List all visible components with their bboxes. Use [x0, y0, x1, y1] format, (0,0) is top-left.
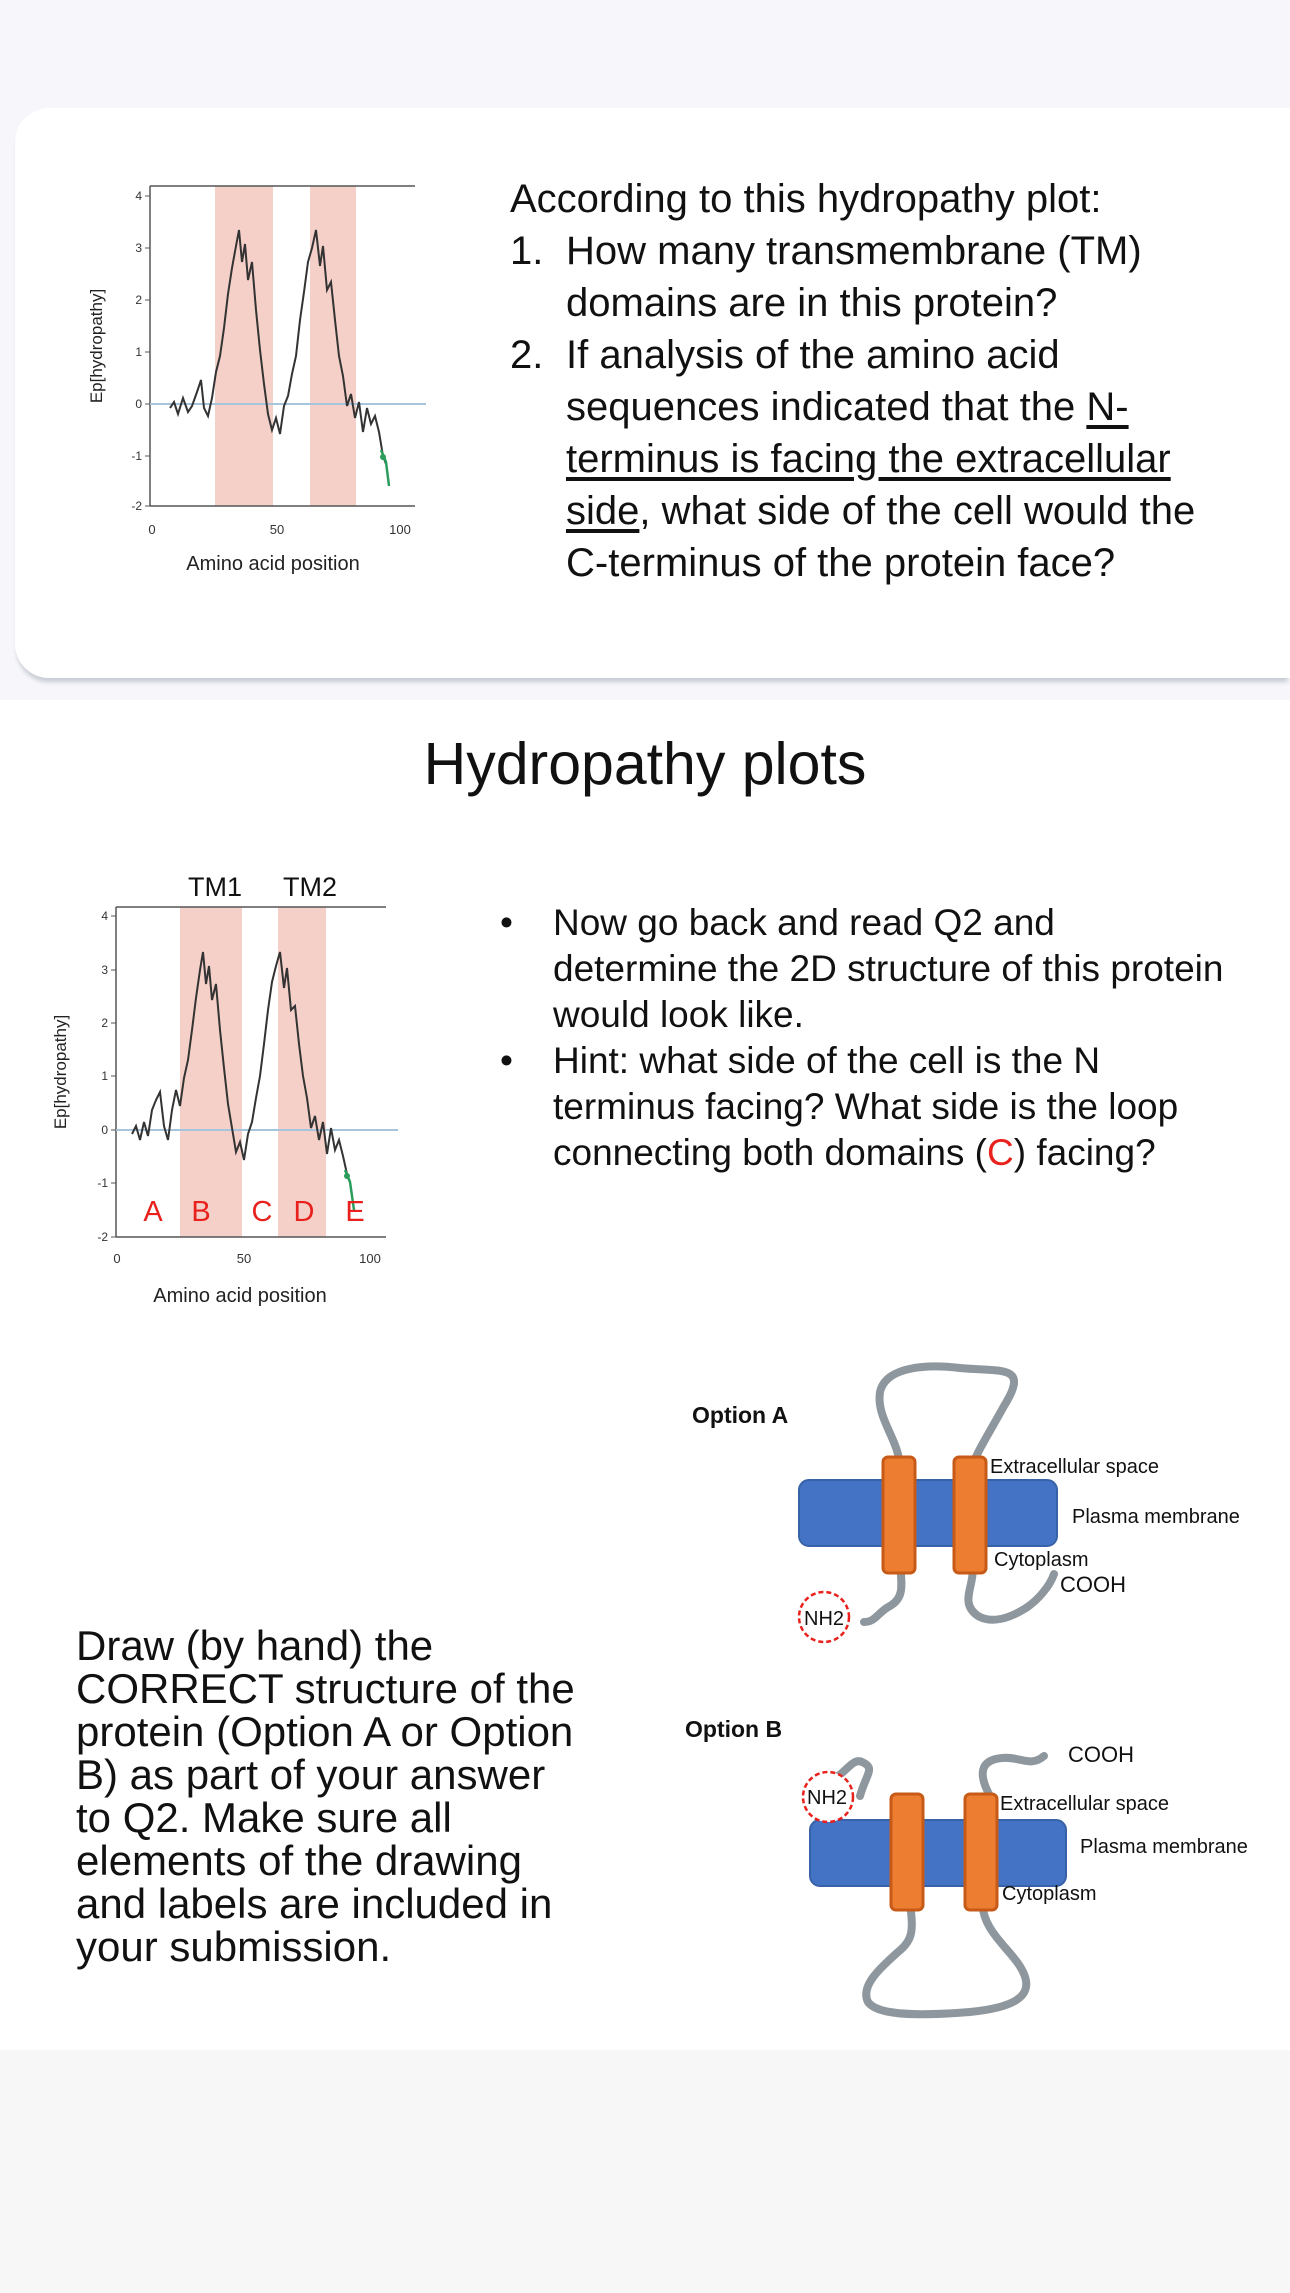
option-b-label: Option B	[685, 1716, 783, 1742]
bullet-2-line-3-text: connecting both domains (	[553, 1132, 987, 1173]
extracellular-loop	[880, 1366, 1015, 1466]
membrane-label: Plasma membrane	[1080, 1836, 1248, 1858]
draw-line-6: elements of the drawing	[76, 1837, 522, 1884]
bullet-1-line-1: Now go back and read Q2 and	[553, 902, 1055, 943]
region-label-c: C	[251, 1196, 273, 1228]
draw-line-8: your submission.	[76, 1923, 392, 1970]
question-2-line-4-text: , what side of the cell would the	[639, 489, 1196, 533]
hydropathy-plot-1	[70, 170, 440, 590]
y-tick-1: 1	[101, 1069, 108, 1083]
bullet-1-line-2: determine the 2D structure of this protein	[553, 948, 1224, 989]
y-tick-4: 4	[135, 189, 142, 203]
question-2-line-3: terminus is facing the extracellular	[566, 437, 1171, 481]
side-underlined: side	[566, 489, 640, 533]
bullet-2-line-2: terminus facing? What side is the loop	[553, 1086, 1179, 1127]
question-intro: According to this hydropathy plot:	[510, 177, 1102, 221]
y-tick-0: 0	[135, 397, 142, 411]
nh2-label: NH2	[804, 1608, 845, 1630]
tm1-shaded-region	[180, 907, 242, 1237]
cytoplasm-label: Cytoplasm	[994, 1549, 1089, 1571]
y-tick-2: 2	[101, 1016, 108, 1030]
draw-line-1: Draw (by hand) the	[76, 1622, 434, 1669]
draw-line-3: protein (Option A or Option	[76, 1708, 574, 1755]
tm1-label: TM1	[188, 872, 242, 902]
question-2-line-5: C-terminus of the protein face?	[566, 541, 1116, 585]
option-a-diagram	[680, 1360, 1280, 1650]
trace-end-marker	[344, 1173, 350, 1179]
bullet-2-line-1: Hint: what side of the cell is the N	[553, 1040, 1101, 1081]
question-1-line-2: domains are in this protein?	[566, 281, 1058, 325]
y-ticks	[97, 909, 116, 1244]
tm1-shaded-region	[215, 186, 273, 506]
draw-line-4: B) as part of your answer	[76, 1751, 546, 1798]
bottom-blank-area	[0, 2050, 1290, 2293]
draw-line-5: to Q2. Make sure all	[76, 1794, 452, 1841]
x-tick-50: 50	[269, 522, 285, 537]
x-tick-100: 100	[389, 522, 411, 537]
plasma-membrane-bar	[799, 1480, 1057, 1546]
region-label-a: A	[143, 1196, 163, 1228]
n-terminus-underlined: N-	[1086, 385, 1129, 429]
y-ticks	[131, 189, 150, 513]
y-tick-1: 1	[135, 345, 142, 359]
extracellular-label: Extracellular space	[1000, 1793, 1169, 1815]
x-axis-label: Amino acid position	[153, 1285, 327, 1307]
y-tick-neg2: -2	[97, 1230, 108, 1244]
question-1-number: 1.	[510, 229, 544, 273]
hydropathy-plot-2	[40, 860, 410, 1310]
tm2-label: TM2	[283, 872, 337, 902]
x-ticks	[113, 1251, 380, 1266]
y-tick-3: 3	[101, 963, 108, 977]
bullet-1-line-3: would look like.	[553, 994, 804, 1035]
c-terminal-tail	[983, 1756, 1044, 1796]
bullet-2-line-3-end: ) facing?	[1013, 1132, 1156, 1173]
y-tick-0: 0	[101, 1123, 108, 1137]
y-tick-neg1: -1	[97, 1176, 108, 1190]
x-tick-0: 0	[113, 1251, 121, 1266]
region-label-e: E	[345, 1196, 365, 1228]
bullet-dot-2: •	[500, 1040, 513, 1081]
draw-line-7: and labels are included in	[76, 1880, 553, 1927]
option-a-label: Option A	[692, 1402, 789, 1428]
y-axis-label: Ep[hydropathy]	[87, 288, 106, 404]
region-labels	[143, 1196, 364, 1228]
question-1-line-1: How many transmembrane (TM)	[566, 229, 1142, 273]
tm2-helix	[965, 1794, 997, 1910]
x-ticks	[148, 522, 410, 537]
y-tick-4: 4	[101, 909, 108, 923]
region-label-b: B	[191, 1196, 211, 1228]
tm1-helix	[891, 1794, 923, 1910]
question-2-line-4	[566, 485, 1195, 537]
plasma-membrane-bar	[810, 1820, 1066, 1886]
question-2-number: 2.	[510, 333, 544, 377]
x-axis-label: Amino acid position	[186, 553, 360, 575]
y-tick-2: 2	[135, 293, 142, 307]
x-tick-50: 50	[236, 1251, 252, 1266]
cytoplasm-label: Cytoplasm	[1002, 1883, 1097, 1905]
region-c-highlight: C	[987, 1132, 1014, 1173]
nh2-label: NH2	[807, 1787, 848, 1809]
y-tick-neg1: -1	[131, 449, 142, 463]
slide-title: Hydropathy plots	[423, 731, 867, 797]
extracellular-label: Extracellular space	[990, 1456, 1159, 1478]
x-tick-100: 100	[359, 1251, 381, 1266]
membrane-label: Plasma membrane	[1072, 1506, 1240, 1528]
y-tick-neg2: -2	[131, 499, 142, 513]
question-2-line-2-text: sequences indicated that the	[566, 385, 1087, 429]
cooh-label: COOH	[1068, 1742, 1134, 1767]
bullet-2-line-3	[553, 1130, 1156, 1176]
cytoplasmic-loop	[866, 1900, 1026, 2014]
draw-line-2: CORRECT structure of the	[76, 1665, 575, 1712]
x-tick-0: 0	[148, 522, 156, 537]
region-label-d: D	[293, 1196, 315, 1228]
bullet-dot-1: •	[500, 902, 513, 943]
cooh-label: COOH	[1060, 1572, 1126, 1597]
question-2-line-1: If analysis of the amino acid	[566, 333, 1060, 377]
trace-end-marker	[380, 454, 386, 460]
tm1-helix	[883, 1457, 915, 1573]
y-axis-label: Ep[hydropathy]	[51, 1014, 70, 1130]
tm2-helix	[954, 1457, 986, 1573]
question-2-line-2	[566, 381, 1129, 433]
option-b-diagram	[680, 1690, 1280, 2030]
y-tick-3: 3	[135, 241, 142, 255]
